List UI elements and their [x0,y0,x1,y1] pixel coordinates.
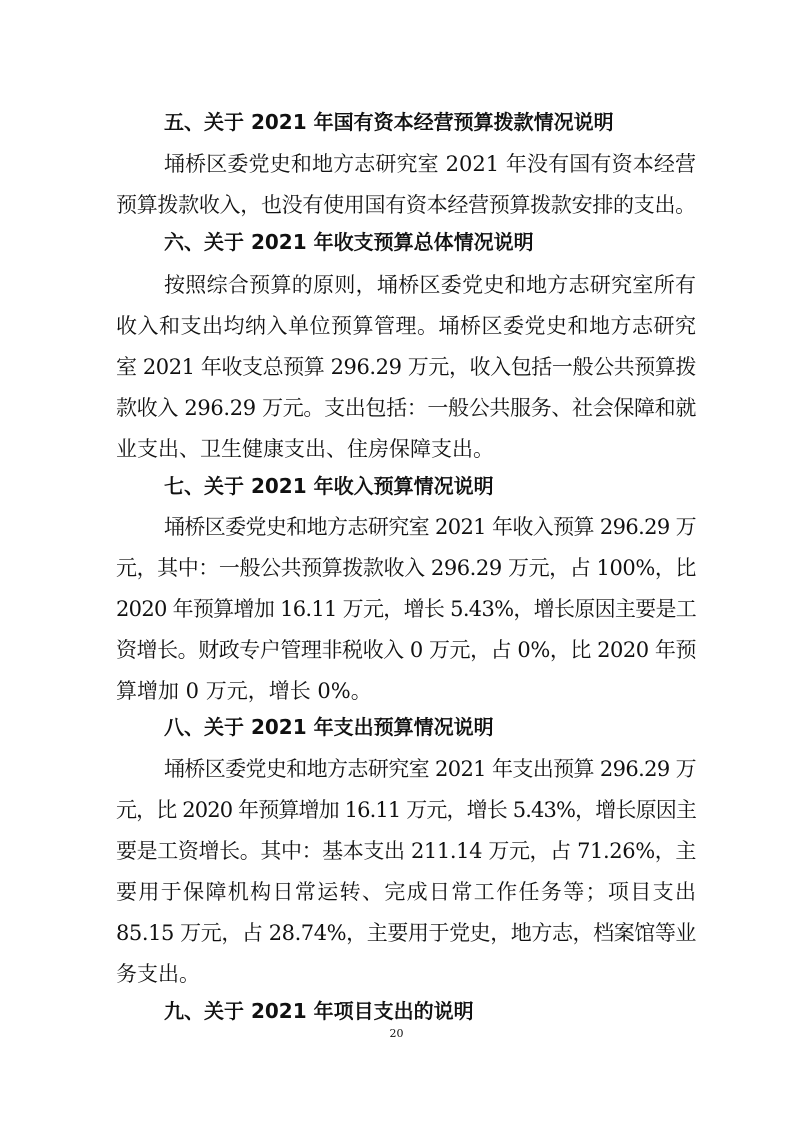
paragraph-line: 资增长。财政专户管理非税收入 0 万元，占 0%，比 2020 年预 [116,638,696,662]
section-heading-9: 九、关于 2021 年项目支出的说明 [164,999,474,1023]
paragraph-line: 收入和支出均纳入单位预算管理。埇桥区委党史和地方志研究 [116,314,696,338]
section-heading-6: 六、关于 2021 年收支预算总体情况说明 [164,230,534,254]
paragraph-line: 务支出。 [116,962,200,986]
paragraph-line: 元，其中：一般公共预算拨款收入 296.29 万元，占 100%，比 [116,556,696,580]
paragraph-line: 按照综合预算的原则，埇桥区委党史和地方志研究室所有 [164,273,696,297]
section-heading-8: 八、关于 2021 年支出预算情况说明 [164,715,494,739]
paragraph-line: 预算拨款收入，也没有使用国有资本经营预算拨款安排的支出。 [116,193,696,217]
page-number: 20 [389,1027,404,1040]
section-heading-7: 七、关于 2021 年收入预算情况说明 [164,474,494,498]
paragraph-line: 元，比 2020 年预算增加 16.11 万元，增长 5.43%，增长原因主 [116,798,696,822]
paragraph-line: 要用于保障机构日常运转、完成日常工作任务等；项目支出 [116,880,696,904]
paragraph-line: 算增加 0 万元，增长 0%。 [116,679,372,703]
paragraph-line: 2020 年预算增加 16.11 万元，增长 5.43%，增长原因主要是工 [116,597,697,621]
paragraph-line: 业支出、卫生健康支出、住房保障支出。 [116,437,494,461]
paragraph-line: 款收入 296.29 万元。支出包括：一般公共服务、社会保障和就 [116,396,696,420]
section-heading-5: 五、关于 2021 年国有资本经营预算拨款情况说明 [164,110,614,134]
paragraph-line: 埇桥区委党史和地方志研究室 2021 年没有国有资本经营 [164,152,696,176]
paragraph-line: 埇桥区委党史和地方志研究室 2021 年支出预算 296.29 万 [164,757,696,781]
paragraph-line: 要是工资增长。其中：基本支出 211.14 万元，占 71.26%，主 [116,839,696,863]
paragraph-line: 室 2021 年收支总预算 296.29 万元，收入包括一般公共预算拨 [116,355,696,379]
paragraph-line: 埇桥区委党史和地方志研究室 2021 年收入预算 296.29 万 [164,515,696,539]
paragraph-line: 85.15 万元，占 28.74%，主要用于党史，地方志，档案馆等业 [116,921,696,945]
